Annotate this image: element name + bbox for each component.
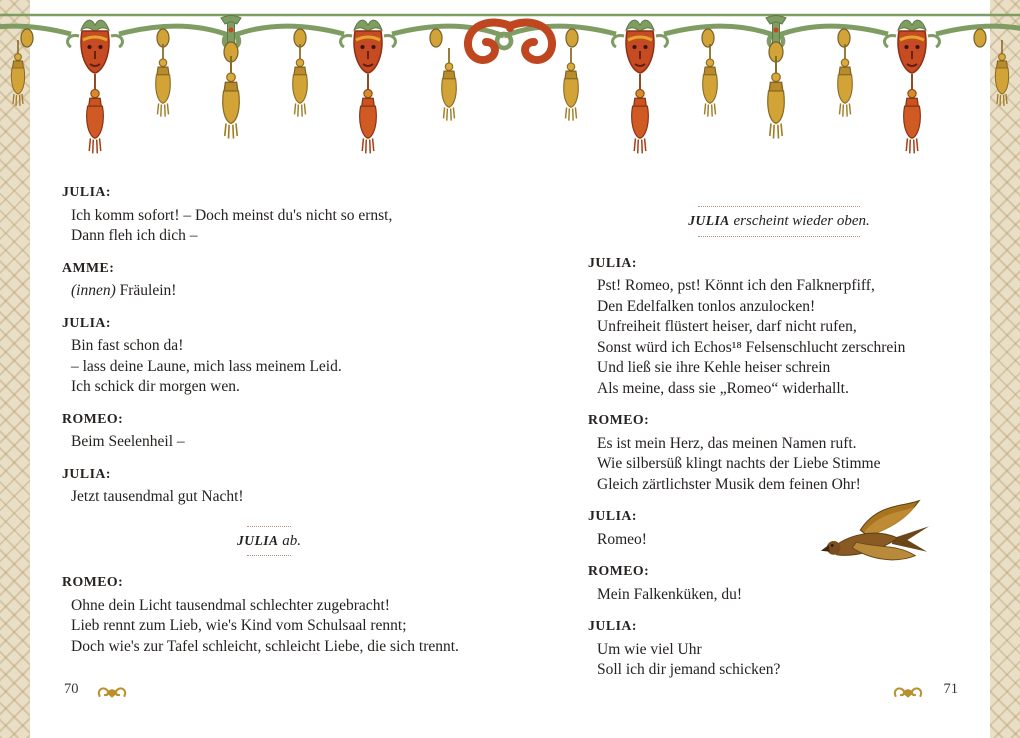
speech-block xyxy=(62,313,476,398)
verse-line: Ich schick dir morgen wen. xyxy=(71,378,240,395)
verse-line: Bin fast schon da! xyxy=(71,337,184,354)
stage-direction xyxy=(62,523,476,560)
page-number-left: 70 xyxy=(64,681,79,697)
speaker-name: ROMEO: xyxy=(588,563,650,578)
speaker-name: ROMEO: xyxy=(62,410,124,426)
verse-line: Ohne dein Licht tausendmal schlechter zugebracht! xyxy=(71,596,390,614)
speaker-name: ROMEO: xyxy=(62,574,124,589)
speaker-name: JULIA: xyxy=(588,254,637,270)
speaker-name: JULIA: xyxy=(62,184,111,199)
verse-line: Beim Seelenheil – xyxy=(71,433,185,450)
speech-block xyxy=(588,616,970,681)
verse-line: Soll ich dir jemand schicken? xyxy=(597,661,781,678)
footer-scroll-ornament-icon xyxy=(96,683,128,700)
verse-line: Es ist mein Herz, das meinen Namen ruft. xyxy=(597,434,857,452)
verse-line: Romeo! xyxy=(597,530,647,548)
verse-line: Doch wie's zur Tafel schleicht, schleicht Liebe, die sich trennt. xyxy=(71,637,459,655)
ornamental-frieze xyxy=(0,0,1020,180)
speech-block xyxy=(588,410,970,495)
verse-line: Jetzt tausendmal gut Nacht! xyxy=(71,488,244,505)
verse-line: – lass deine Laune, mich lass meinem Leid. xyxy=(71,357,342,375)
verse-line: (innen) Fräulein! xyxy=(71,282,177,299)
verse-line: Gleich zärtlichster Musik dem feinen Ohr! xyxy=(597,475,861,493)
verse-line: Unfreiheit flüstert heiser, darf nicht rufen, xyxy=(597,318,857,335)
speech-block xyxy=(62,572,476,657)
speech-block xyxy=(62,464,476,508)
verse-line: Lieb rennt zum Lieb, wie's Kind vom Schulsaal rennt; xyxy=(71,617,407,634)
stage-direction-text: JULIA erscheint wieder oben. xyxy=(684,203,873,240)
page-number-right: 71 xyxy=(943,681,958,697)
speaker-name: AMME: xyxy=(62,259,115,275)
page-left-text xyxy=(62,182,476,668)
speaker-name: JULIA: xyxy=(62,465,111,481)
verse-line: Den Edelfalken tonlos anzulocken! xyxy=(597,297,816,315)
speaker-name: JULIA: xyxy=(588,618,637,633)
verse-line: Pst! Romeo, pst! Könnt ich den Falknerpfiff, xyxy=(597,277,875,294)
swallow-bird-illustration xyxy=(815,498,933,578)
verse-line: Und ließ sie ihre Kehle heiser schrein xyxy=(597,359,831,376)
page-right-text xyxy=(588,188,970,692)
speaker-name: JULIA: xyxy=(588,508,637,523)
verse-line: Um wie viel Uhr xyxy=(597,640,702,658)
speaker-name: JULIA: xyxy=(62,314,111,330)
speech-block xyxy=(62,409,476,453)
speech-block xyxy=(62,182,476,247)
speech-block xyxy=(588,253,970,400)
stage-direction-text: JULIA ab. xyxy=(233,523,305,560)
stage-direction xyxy=(588,203,970,240)
speech-block xyxy=(62,258,476,302)
speaker-name: ROMEO: xyxy=(588,412,650,427)
footer-scroll-ornament-icon xyxy=(892,683,924,700)
verse-line: Wie silbersüß klingt nachts der Liebe Stimme xyxy=(597,455,881,472)
verse-line: Sonst würd ich Echos¹⁸ Felsenschlucht zerschrein xyxy=(597,338,906,356)
verse-line: Als meine, dass sie „Romeo“ widerhallt. xyxy=(597,379,849,397)
verse-line: Mein Falkenküken, du! xyxy=(597,585,743,603)
verse-line: Ich komm sofort! – Doch meinst du's nicht so ernst, xyxy=(71,206,393,224)
verse-line: Dann fleh ich dich – xyxy=(71,227,198,244)
